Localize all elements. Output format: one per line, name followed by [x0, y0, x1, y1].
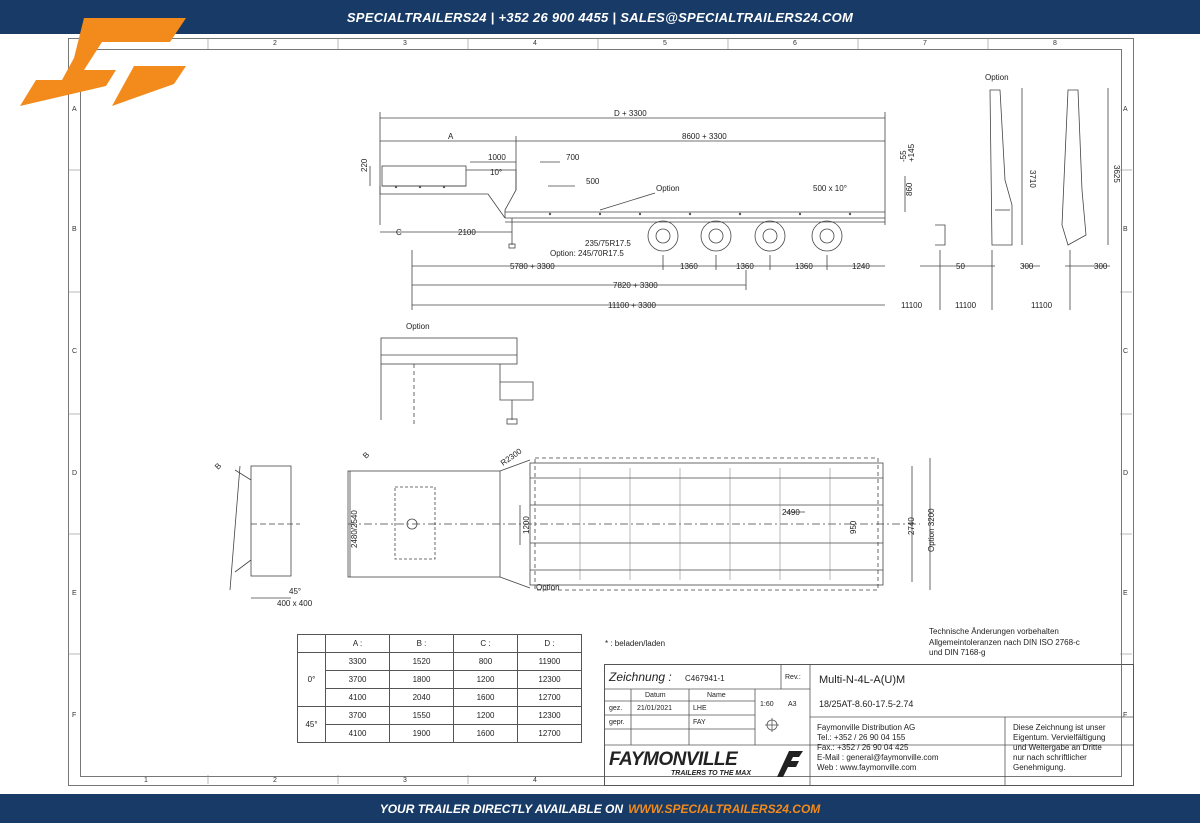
dim-50: 50	[956, 262, 965, 271]
table-cell: 3700	[326, 671, 390, 689]
table-cell: 1600	[454, 725, 518, 743]
dim-220: 220	[360, 158, 369, 172]
ruler-top-4: 4	[533, 40, 537, 47]
dim-3710: 3710	[1028, 170, 1037, 188]
revision-label: Rev.:	[785, 674, 801, 681]
model-name: Multi-N-4L-A(U)M	[819, 674, 906, 686]
dim-11100-c: 11100	[1031, 301, 1053, 310]
ruler-bottom-4: 4	[533, 777, 537, 784]
ruler-side-c: C	[72, 348, 78, 355]
table-cell: 4100	[326, 689, 390, 707]
scale: 1:60	[760, 701, 774, 708]
note-line: Allgemeintoleranzen nach DIN ISO 2768-c	[929, 637, 1080, 647]
dim-11100: 11100 + 3300	[608, 301, 656, 310]
dim-500x10: 500 x 10°	[813, 184, 847, 193]
name-label: Name	[707, 692, 726, 699]
table-row	[298, 689, 582, 707]
dim-7820: 7820 + 3300	[613, 281, 658, 290]
ruler-top-3: 3	[403, 40, 407, 47]
dim-2490: 2490	[782, 508, 800, 517]
dim-11100-b: 11100	[955, 301, 977, 310]
dim-deck: 8600 + 3300	[682, 132, 727, 141]
ruler-side-c-right: C	[1123, 348, 1129, 355]
dim-2100: 2100	[458, 228, 476, 237]
legal-line: und Weitergabe an Dritte	[1013, 743, 1102, 752]
ruler-top-2: 2	[273, 40, 277, 47]
dim-2740: 2740	[907, 517, 916, 535]
table-row	[298, 707, 582, 725]
label-option-side: Option	[656, 184, 680, 193]
ruler-side-d-right: D	[1123, 470, 1129, 477]
table-cell: 12700	[518, 689, 582, 707]
dim-1360-b: 1360	[736, 262, 754, 271]
dim-minus55: -55	[899, 150, 908, 162]
paper-format: A3	[788, 701, 797, 708]
legal-notice	[1013, 723, 1106, 773]
table-cell: 3700	[326, 707, 390, 725]
ruler-bottom-1: 1	[144, 777, 148, 784]
dim-700: 700	[566, 153, 580, 162]
label-option-plan: Option	[536, 583, 560, 592]
dimension-table	[297, 634, 582, 743]
drawing-number: C467941-1	[685, 674, 725, 683]
table-cell: 12300	[518, 707, 582, 725]
model-spec: 18/25AT-8.60-17.5-2.74	[819, 699, 914, 709]
dim-r2300: R2300	[498, 446, 524, 468]
legal-line: Diese Zeichnung ist unser	[1013, 723, 1106, 732]
dim-ramp-45: 45°	[289, 587, 302, 596]
table-cell: 1520	[390, 653, 454, 671]
dim-1200: 1200	[522, 516, 531, 534]
dim-1000: 1000	[488, 153, 506, 162]
brand-slogan: TRAILERS TO THE MAX	[671, 770, 751, 777]
ruler-side-e: E	[72, 590, 77, 597]
company-contact	[817, 723, 939, 773]
note-line: und DIN 7168-g	[929, 648, 986, 657]
ruler-side-b-right: B	[1123, 226, 1128, 233]
legal-line: Eigentum. Vervielfältigung	[1013, 733, 1106, 742]
table-cell: 1900	[390, 725, 454, 743]
table-row	[298, 671, 582, 689]
date-label: Datum	[645, 692, 666, 699]
ruler-bottom-2: 2	[273, 777, 277, 784]
ruler-side-b: B	[72, 226, 77, 233]
ruler-side-f-right: F	[1123, 712, 1128, 719]
dim-3625: 3625	[1112, 165, 1121, 183]
label-ramp-b: B	[213, 461, 224, 472]
table-cell: 4100	[326, 725, 390, 743]
company-tel: Tel.: +352 / 26 90 04 155	[817, 733, 906, 742]
title-block	[604, 664, 1134, 786]
table-cell: 3300	[326, 653, 390, 671]
footer-prefix: YOUR TRAILER DIRECTLY AVAILABLE ON	[379, 801, 624, 816]
legal-line: nur nach schriftlicher	[1013, 753, 1087, 762]
dim-c: C	[396, 228, 402, 237]
table-header: C :	[454, 635, 518, 653]
legal-line: Genehmigung.	[1013, 763, 1066, 772]
brand-name: FAYMONVILLE	[609, 749, 738, 770]
dim-500: 500	[586, 177, 600, 186]
ruler-top-8: 8	[1053, 40, 1057, 47]
table-corner	[298, 635, 326, 653]
note-line: Technische Änderungen vorbehalten	[929, 627, 1059, 636]
table-cell: 2040	[390, 689, 454, 707]
ruler-side-e-right: E	[1123, 590, 1128, 597]
table-cell: 12300	[518, 671, 582, 689]
table-header: A :	[326, 635, 390, 653]
faymonville-logo	[609, 749, 805, 781]
note-technical	[929, 627, 1080, 659]
dim-1360-c: 1360	[795, 262, 813, 271]
dim-overall: D + 3300	[614, 109, 647, 118]
ruler-top-5: 5	[663, 40, 667, 47]
dim-5780: 5780 + 3300	[510, 262, 555, 271]
dim-1240: 1240	[852, 262, 870, 271]
dim-300-a: 300	[1020, 262, 1034, 271]
drawn-date: 21/01/2021	[637, 705, 673, 712]
dim-10deg: 10°	[490, 168, 503, 177]
dim-1360-a: 1360	[680, 262, 698, 271]
specialtrailers-logo	[14, 14, 189, 109]
table-angle: 45°	[298, 707, 326, 743]
table-cell: 1800	[390, 671, 454, 689]
dim-ramp-400: 400 x 400	[277, 599, 313, 608]
table-header: D :	[518, 635, 582, 653]
label-plan-b: B	[361, 450, 372, 461]
ruler-side-d: D	[72, 470, 78, 477]
company-email: E-Mail : general@faymonville.com	[817, 753, 939, 762]
dim-300-b: 300	[1094, 262, 1108, 271]
ruler-bottom-3: 3	[403, 777, 407, 784]
header-contact-text: SPECIALTRAILERS24 | +352 26 900 4455 | SALES@SPECIALTRAILERS24.COM	[346, 9, 854, 25]
table-cell: 1200	[454, 671, 518, 689]
drawn-label: gez.	[609, 705, 623, 712]
checked-name: FAY	[693, 719, 706, 726]
dim-a: A	[448, 132, 454, 141]
note-loaded: * : beladen/laden	[605, 639, 666, 648]
table-header-row	[298, 635, 582, 653]
drawing-number-label: Zeichnung :	[609, 670, 672, 684]
table-cell: 1200	[454, 707, 518, 725]
ruler-top-7: 7	[923, 40, 927, 47]
table-row	[298, 653, 582, 671]
label-tyre-option: Option: 245/70R17.5	[550, 249, 624, 258]
label-option-gooseneck: Option	[406, 322, 430, 331]
table-angle: 0°	[298, 653, 326, 707]
drawn-name: LHE	[693, 705, 707, 712]
ruler-side-a: A	[72, 106, 77, 113]
ruler-side-f: F	[72, 712, 77, 719]
table-cell: 12700	[518, 725, 582, 743]
faymonville-emblem-icon	[775, 749, 805, 779]
dim-11100-a: 11100	[901, 301, 923, 310]
footer-url-link[interactable]: WWW.SPECIALTRAILERS24.COM	[628, 801, 821, 816]
footer-banner	[0, 794, 1200, 823]
table-header: B :	[390, 635, 454, 653]
table-cell: 800	[454, 653, 518, 671]
table-row	[298, 725, 582, 743]
ruler-top-6: 6	[793, 40, 797, 47]
table-cell: 11900	[518, 653, 582, 671]
company-web: Web : www.faymonville.com	[817, 763, 917, 772]
ruler-side-a-right: A	[1123, 106, 1128, 113]
company-name: Faymonville Distribution AG	[817, 723, 916, 732]
label-option-rear: Option	[985, 73, 1009, 82]
dim-860: 860	[905, 182, 914, 196]
dim-plus145: +145	[907, 143, 916, 162]
dim-2480: 2480/2540	[350, 510, 359, 548]
dim-950: 950	[849, 520, 858, 534]
company-fax: Fax.: +352 / 26 90 04 425	[817, 743, 909, 752]
checked-label: gepr.	[609, 719, 625, 726]
dim-3200: Option 3200	[927, 508, 936, 552]
table-cell: 1600	[454, 689, 518, 707]
table-cell: 1550	[390, 707, 454, 725]
label-tyre: 235/75R17.5	[585, 239, 631, 248]
